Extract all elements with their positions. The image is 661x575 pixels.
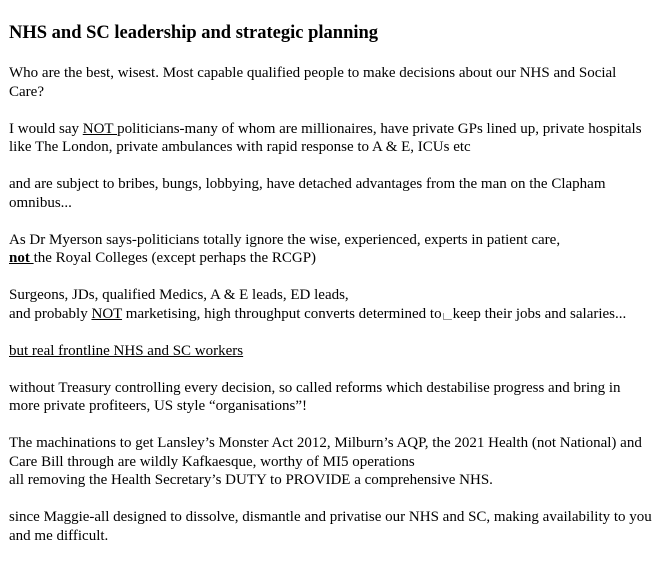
text-run: marketising, high throughput converts determined to: [122, 305, 442, 322]
text-run: I would say: [9, 120, 83, 137]
paragraph-myerson: [9, 231, 653, 268]
emphasis-not-bold: not: [9, 250, 34, 266]
text-run: the Royal Colleges (except perhaps the RCGP): [33, 250, 317, 266]
text-run: all removing the Health Secretary’s DUTY to PROVIDE a comprehensive NHS.: [9, 472, 493, 488]
paragraph-bribes: and are subject to bribes, bungs, lobbying, have detached advantages from the man on the Clapham omnibus...: [9, 176, 606, 211]
page-title: NHS and SC leadership and strategic planning: [9, 23, 379, 43]
paragraph-treasury: without Treasury controlling every decision, so called reforms which destabilise progress and bring in more private profiteers, US style “organisations”!: [9, 379, 621, 414]
emphasis-not: NOT: [82, 120, 118, 137]
text-run: The machinations to get Lansley’s Monster Act 2012, Milburn’s AQP, the 2021 Health (not National) and Care Bill through are wildly Kafkaesque, worthy of MI5 operations: [9, 435, 642, 470]
paragraph-surgeons: [9, 286, 653, 323]
paragraph-machinations: [9, 434, 653, 490]
text-run: and probably: [9, 305, 92, 322]
paragraph-frontline-workers: but real frontline NHS and SC workers: [9, 342, 244, 359]
paragraph-question: Who are the best, wisest. Most capable qualified people to make decisions about our NHS and Social Care?: [9, 65, 617, 100]
text-run: As Dr Myerson says-politicians totally ignore the wise, experienced, experts in patient care,: [9, 231, 561, 248]
text-run: Surgeons, JDs, qualified Medics, A & E leads, ED leads,: [9, 287, 349, 303]
emphasis-not: NOT: [91, 305, 123, 322]
paragraph-not-politicians: [9, 120, 653, 157]
text-run: keep their jobs and salaries...: [452, 305, 627, 322]
text-run: politicians-many of whom are millionaires, have private GPs lined up, private hospitals like The London, private ambulances with rapid response to A & E, ICUs etc: [9, 120, 642, 155]
paragraph-maggie: since Maggie-all designed to dissolve, dismantle and privatise our NHS and SC, making availability to you and me difficult.: [9, 509, 652, 544]
insertion-mark-icon: [443, 313, 452, 320]
